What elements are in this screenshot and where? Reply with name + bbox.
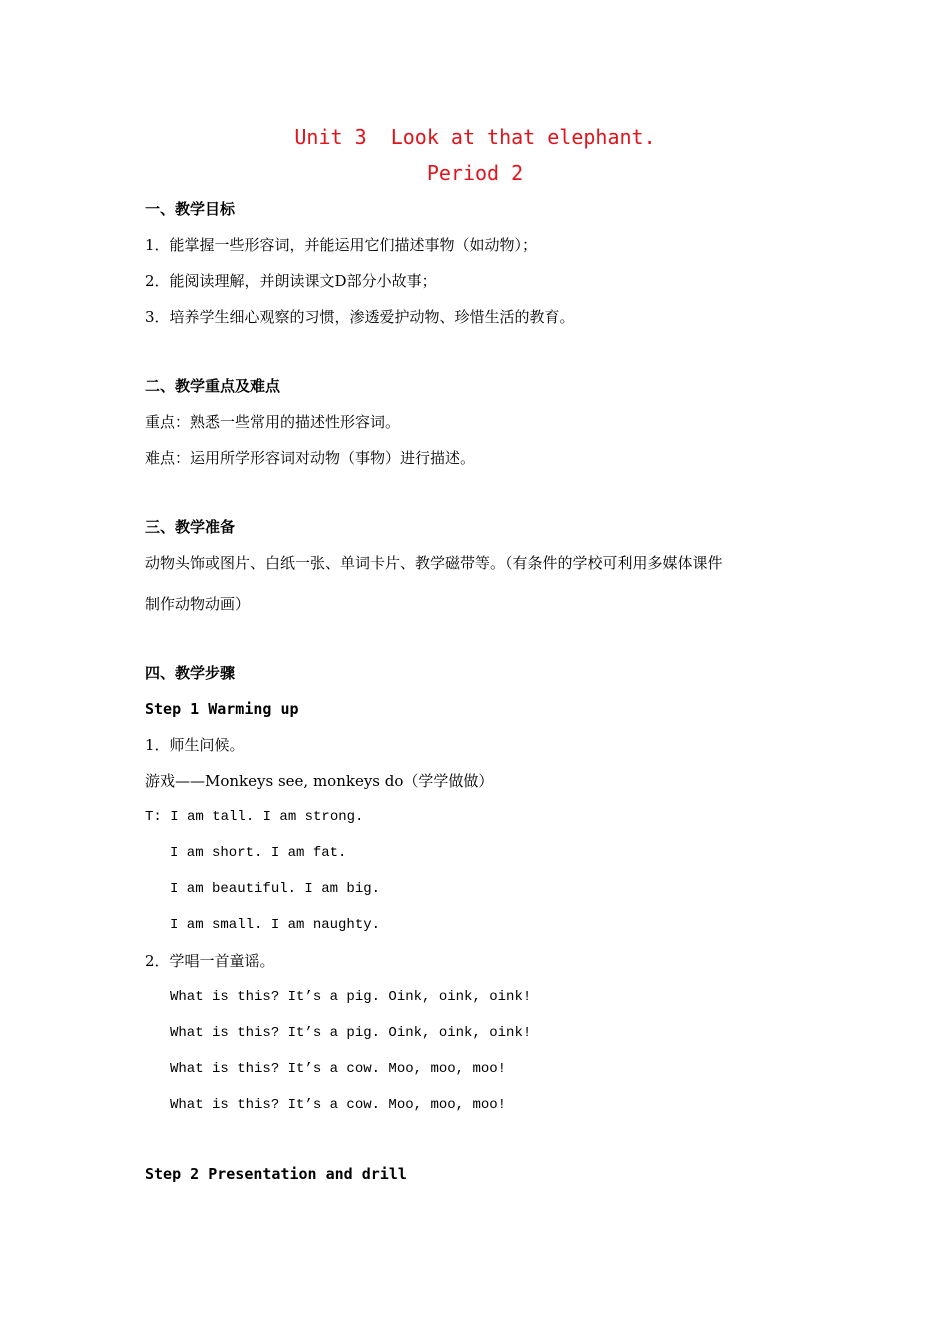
rhyme-line-2: What is this? It’s a pig. Oink, oink, oink! xyxy=(170,1025,532,1041)
dialogue-line-4: I am small. I am naughty. xyxy=(170,917,381,933)
rhyme-line-3: What is this? It’s a cow. Moo, moo, moo! xyxy=(170,1061,507,1077)
key-point-focus: 重点：熟悉一些常用的描述性形容词。 xyxy=(145,413,401,431)
step-2-title: Step 2 Presentation and drill xyxy=(145,1165,407,1183)
rhyme-line-1: What is this? It’s a pig. Oink, oink, oink! xyxy=(170,989,532,1005)
preparation-line-1: 动物头饰或图片、白纸一张、单词卡片、教学磁带等。（有条件的学校可利用多媒体课件 xyxy=(145,554,723,572)
step-1-title: Step 1 Warming up xyxy=(145,700,299,718)
steps-heading: 四、教学步骤 xyxy=(145,664,236,682)
objective-item-1: 1．能掌握一些形容词，并能运用它们描述事物（如动物）； xyxy=(145,236,538,254)
objectives-heading: 一、教学目标 xyxy=(145,200,236,218)
step-1-game: 游戏——Monkeys see, monkeys do（学学做做） xyxy=(145,772,494,790)
step-1-item-1: 1．师生问候。 xyxy=(145,736,245,754)
dialogue-line-3: I am beautiful. I am big. xyxy=(170,881,381,897)
objective-item-3: 3．培养学生细心观察的习惯，渗透爱护动物、珍惜生活的教育。 xyxy=(145,308,575,326)
objective-item-2: 2．能阅读理解，并朗读课文D部分小故事； xyxy=(145,272,437,290)
title-line-1: Unit 3 Look at that elephant. xyxy=(294,125,656,149)
preparation-line-2: 制作动物动画） xyxy=(145,595,251,613)
title-line-2: Period 2 xyxy=(426,161,524,185)
dialogue-line-2: I am short. I am fat. xyxy=(170,845,347,861)
preparation-heading: 三、教学准备 xyxy=(145,518,236,536)
key-points-heading: 二、教学重点及难点 xyxy=(145,377,281,395)
rhyme-line-4: What is this? It’s a cow. Moo, moo, moo! xyxy=(170,1097,507,1113)
step-1-item-2: 2．学唱一首童谣。 xyxy=(145,952,275,970)
dialogue-line-1: T: I am tall. I am strong. xyxy=(145,809,364,825)
key-point-difficulty: 难点：运用所学形容词对动物（事物）进行描述。 xyxy=(145,449,476,467)
